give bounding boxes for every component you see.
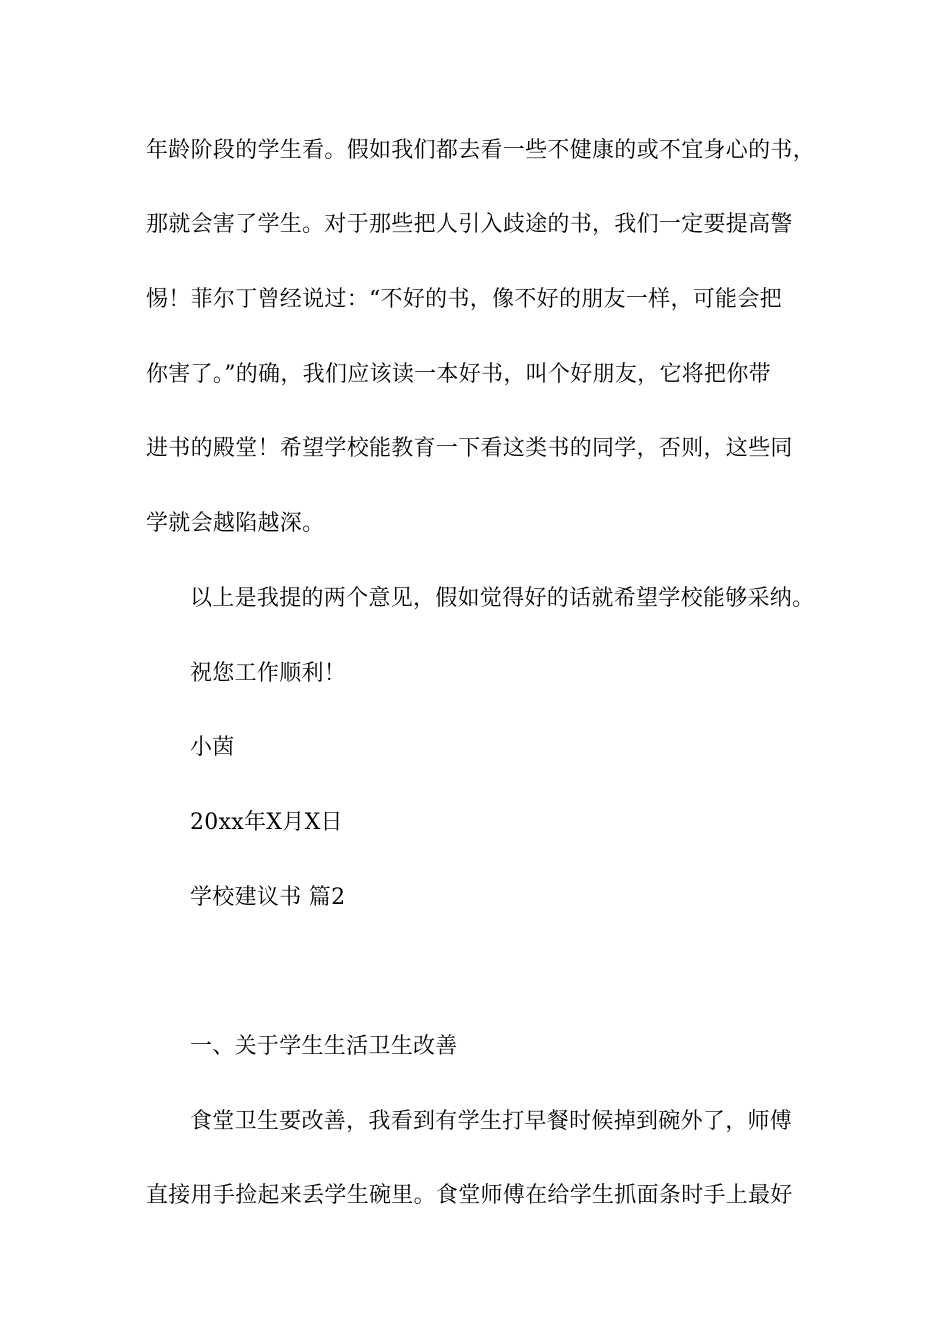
body-line: 学就会越陷越深。: [146, 511, 325, 536]
body-line: 食堂卫生要改善，我看到有学生打早餐时候掉到碗外了，师傅: [190, 1109, 793, 1134]
date: 20xx年X月X日: [190, 810, 343, 835]
closing-summary: 以上是我提的两个意见，假如觉得好的话就希望学校能够采纳。: [190, 586, 815, 611]
closing-wish: 祝您工作顺利！: [190, 661, 347, 686]
body-line: 惕！菲尔丁曾经说过：“不好的书，像不好的朋友一样，可能会把: [146, 287, 782, 312]
section-heading: 一、关于学生生活卫生改善: [190, 1034, 458, 1059]
body-line: 进书的殿堂！希望学校能教育一下看这类书的同学，否则，这些同: [146, 436, 793, 461]
body-line: 直接用手捡起来丢学生碗里。食堂师傅在给学生抓面条时手上最好: [146, 1183, 793, 1208]
body-line: 年龄阶段的学生看。假如我们都去看一些不健康的或不宜身心的书，: [146, 138, 816, 163]
body-line: 你害了。”的确，我们应该读一本好书，叫个好朋友，它将把你带: [146, 362, 771, 387]
signature: 小茵: [190, 735, 235, 760]
section-title: 学校建议书 篇2: [190, 885, 346, 910]
body-line: 那就会害了学生。对于那些把人引入歧途的书，我们一定要提高警: [146, 212, 793, 237]
